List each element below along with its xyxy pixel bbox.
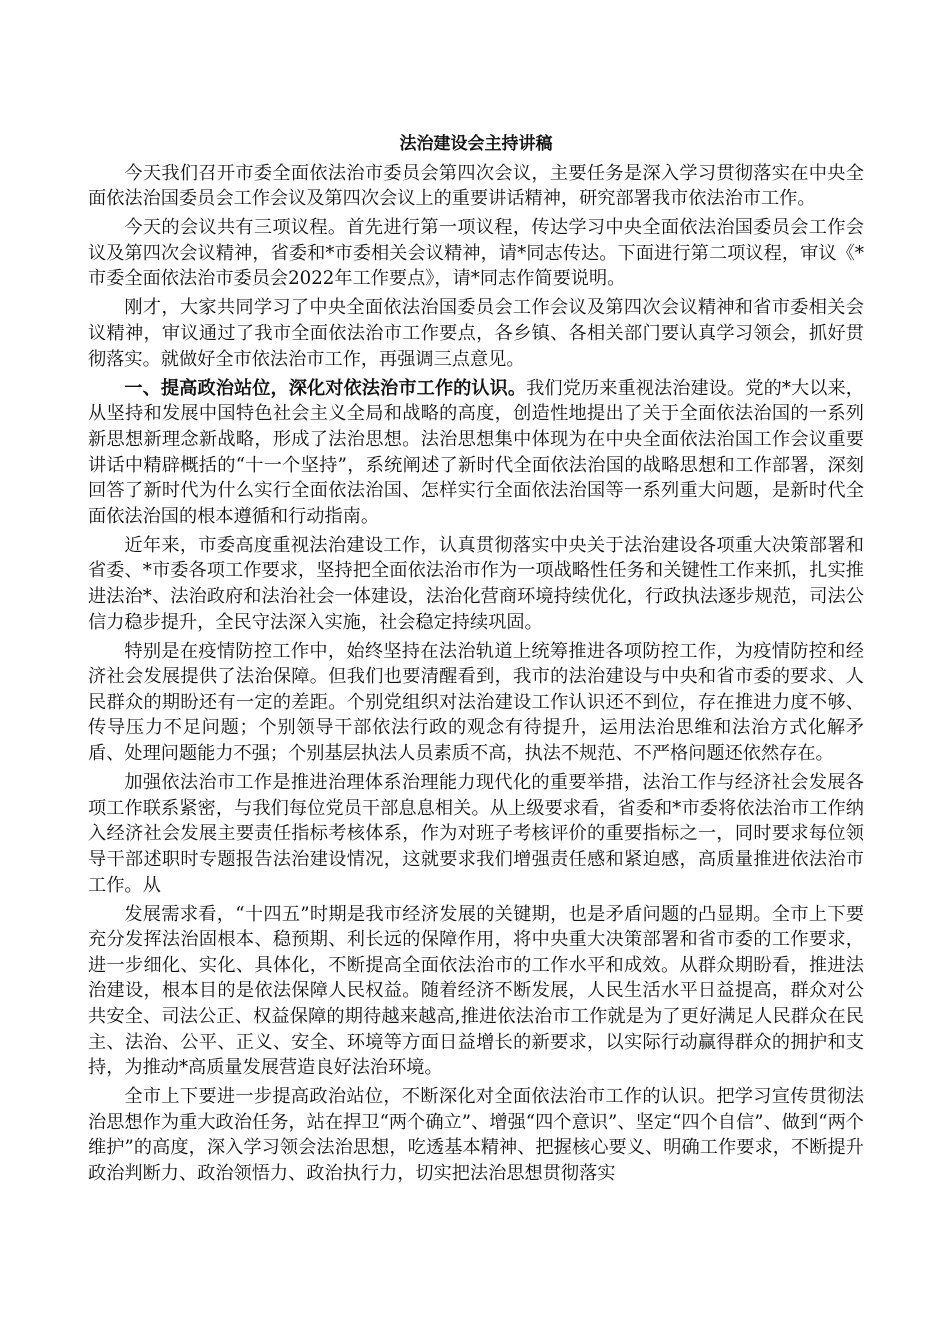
paragraph [88,1084,864,1186]
paragraph-text: 加强依法治市工作是推进治理体系治理能力现代化的重要举措，法治工作与经济社会发展各项工作联系紧密，与我们每位党员干部息息相关。从上级要求看，省委和*市委将依法治市工作纳入经济社会发展主要责任指标考核体系，作为对班子考核评价的重要指标之一，同时要求每位领导干部述职时专题报告法治建设情况，这就要求我们增强责任感和紧迫感，高质量推进依法治市工作。从 [88,772,864,896]
paragraph-text: 我们党历来重视法治建设。党的*大以来，从坚持和发展中国特色社会主义全局和战略的高度，创造性地提出了关于全面依法治国的一系列新思想新理念新战略，形成了法治思想。法治思想集中体现为在中央全面依法治国工作会议重要讲话中精辟概括的“十一个坚持”，系统阐述了新时代全面依法治国的战略思想和工作部署，深刻回答了新时代为什么实行全面依法治国、怎样实行全面依法治国等一系列重大问题，是新时代全面依法治国的根本遵循和行动指南。 [88,377,864,527]
document-body [88,131,864,1187]
paragraph-text: 刚才，大家共同学习了中央全面依法治国委员会工作会议及第四次会议精神和省市委相关会议精神，审议通过了我市全面依法治市工作要点，各乡镇、各相关部门要认真学习领会，抓好贯彻落实。就做好全市依法治市工作，再强调三点意见。 [88,297,864,370]
paragraph [88,902,864,1081]
paragraph [88,533,864,635]
paragraph [88,376,864,530]
paragraph [88,215,864,292]
paragraph-text: 特别是在疫情防控工作中，始终坚持在法治轨道上统筹推进各项防控工作，为疫情防控和经济社会发展提供了法治保障。但我们也要清醒看到，我市的法治建设与中央和省市委的要求、人民群众的期盼还有一定的差距。个别党组织对法治建设工作认识还不到位，存在推进力度不够、传导压力不足问题；个别领导干部依法行政的观念有待提升，运用法治思维和法治方式化解矛盾、处理问题能力不强；个别基层执法人员素质不高，执法不规范、不严格问题还依然存在。 [88,640,864,765]
paragraph-text: 今天我们召开市委全面依法治市委员会第四次会议，主要任务是深入学习贯彻落实在中央全面依法治国委员会工作会议及第四次会议上的重要讲话精神，研究部署我市依法治市工作。 [88,162,864,210]
paragraph-text: 发展需求看，“十四五”时期是我市经济发展的关键期，也是矛盾问题的凸显期。全市上下要充分发挥法治固根本、稳预期、利长远的保障作用，将中央重大决策部署和省市委的工作要求，进一步细化、实化、具体化，不断提高全面依法治市的工作水平和成效。从群众期盼看，推进法治建设，根本目的是依法保障人民权益。随着经济不断发展，人民生活水平日益提高，群众对公共安全、司法公正、权益保障的期待越来越高,推进依法治市工作就是为了更好满足人民群众在民主、法治、公平、正义、安全、环境等方面日益增长的新要求，以实际行动赢得群众的拥护和支持，为推动*高质量发展营造良好法治环境。 [88,903,864,1079]
section-heading: 一、提高政治站位，深化对依法治市工作的认识。 [124,377,527,399]
paragraph-text: 今天的会议共有三项议程。首先进行第一项议程，传达学习中央全面依法治国委员会工作会议及第四次会议精神，省委和*市委相关会议精神，请*同志传达。下面进行第二项议程，审议《*市委全面依法治市委员会2022年工作要点》，请*同志作简要说明。 [88,217,864,290]
paragraph-text: 全市上下要进一步提高政治站位，不断深化对全面依法治市工作的认识。把学习宣传贯彻法治思想作为重大政治任务，站在捍卫“两个确立”、增强“四个意识”、坚定“四个自信”、做到“两个维护”的高度，深入学习领会法治思想，吃透基本精神、把握核心要义、明确工作要求，不断提升政治判断力、政治领悟力、政治执行力，切实把法治思想贯彻落实 [88,1086,864,1185]
paragraph [88,639,864,767]
paragraph [88,770,864,898]
paragraph [88,161,864,212]
document-title: 法治建设会主持讲稿 [399,134,553,154]
paragraph [88,295,864,372]
paragraph-text: 近年来，市委高度重视法治建设工作，认真贯彻落实中央关于法治建设各项重大决策部署和省委、*市委各项工作要求，坚持把全面依法治市作为一项战略性任务和关键性工作来抓，扎实推进法治*、法治政府和法治社会一体建设，法治化营商环境持续优化，行政执法逐步规范，司法公信力稳步提升，全民守法深入实施，社会稳定持续巩固。 [88,534,864,633]
